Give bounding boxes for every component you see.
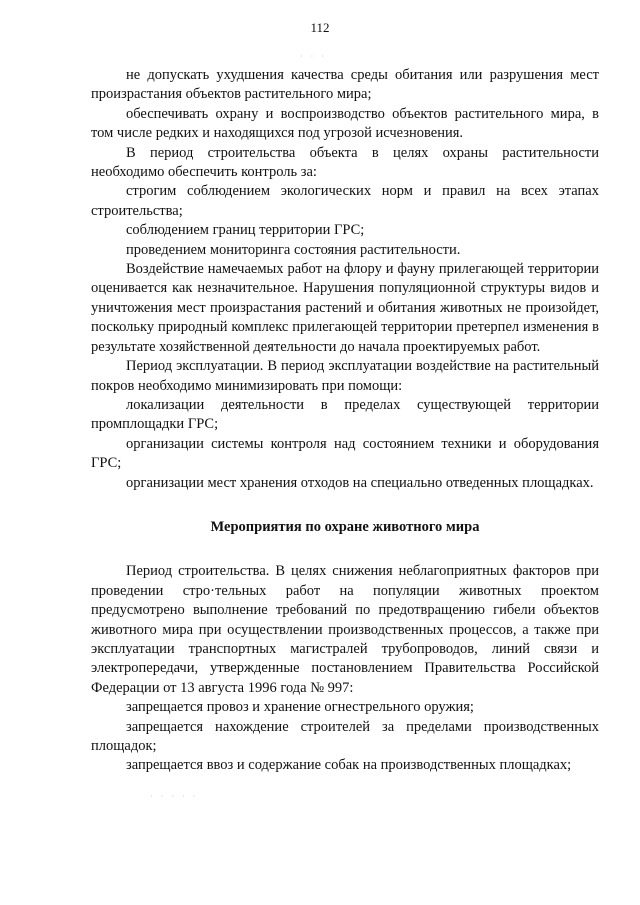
paragraph: Воздействие намечаемых работ на флору и фауну прилегающей территории оценивается как незначительное. Нарушения популяционной структуры видов и уничтожения мест произрастания растений и обитания животных не произойдет, поскольку природный комплекс прилегающей территории претерпел изменения в результате хозяйственной деятельности до начала проектируемых работ. <box>91 261 599 355</box>
flora-protection-section <box>91 66 599 493</box>
paragraph: не допускать ухудшения качества среды обитания или разрушения мест произрастания объектов растительного мира; <box>91 67 599 103</box>
paragraph: строгим соблюдением экологических норм и правил на всех этапах строительства; <box>91 183 599 219</box>
scan-speck: · · · <box>300 52 327 61</box>
paragraph: Период эксплуатации. В период эксплуатации воздействие на растительный покров необходимо минимизировать при помощи: <box>91 358 599 394</box>
page-number: 112 <box>310 20 330 35</box>
paragraph: запрещается нахождение строителей за пределами производственных площадок; <box>91 718 599 754</box>
paragraph: организации мест хранения отходов на специально отведенных площадках. <box>126 474 594 491</box>
paragraph: запрещается провоз и хранение огнестрельного оружия; <box>126 699 474 716</box>
paragraph: организации системы контроля над состоянием техники и оборудования ГРС; <box>91 435 599 472</box>
scan-speck: · · · · · <box>150 792 199 801</box>
paragraph: В период строительства объекта в целях охраны растительности необходимо обеспечить контроль за: <box>91 144 599 181</box>
paragraph: проведением мониторинга состояния растительности. <box>126 241 461 258</box>
paragraph: Период строительства. В целях снижения неблагоприятных факторов при проведении стро·тельных работ на популяции животных проектом предусмотрено выполнение требований по предотвращению гибели объектов животного мира при осуществлении производственных процессов, а также при эксплуатации транспортных магистралей трубопроводов, линий связи и электропередачи, утвержденные постановлением Правительства Российской Федерации от 13 августа 1996 года № 997: <box>91 563 599 696</box>
paragraph: запрещается ввоз и содержание собак на производственных площадках; <box>126 757 572 774</box>
paragraph: локализации деятельности в пределах существующей территории промплощадки ГРС; <box>91 396 599 433</box>
document-body <box>91 66 599 776</box>
fauna-protection-section <box>91 562 599 775</box>
section-heading: Мероприятия по охране животного мира <box>210 518 480 535</box>
paragraph: обеспечивать охрану и воспроизводство объектов растительного мира, в том числе редких и находящихся под угрозой исчезновения. <box>91 105 599 142</box>
paragraph: соблюдением границ территории ГРС; <box>126 222 365 239</box>
